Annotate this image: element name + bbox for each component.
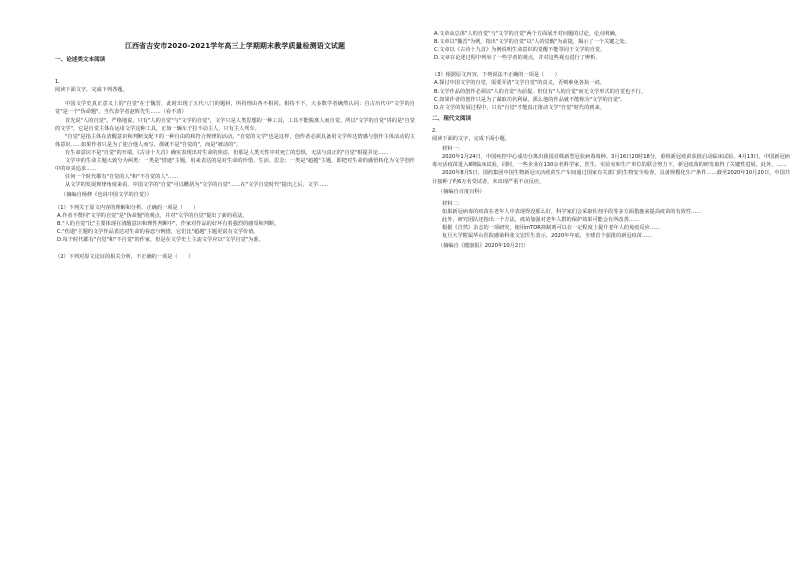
- answer-option[interactable]: D.在文学的发展过程中，只有"自觉"才能真正推动文学"自觉"时代的到来。: [434, 104, 605, 111]
- section-heading-2: 二、现代文阅读: [432, 115, 472, 122]
- instruction-text: 阅读下面文字，完成下列各题。: [55, 87, 128, 94]
- paragraph: 如果新冠病毒的疫苗在老年人中表现得没那么好，科学家们会采取佐剂手段等多方面措施来提高疫苗的有效性……: [442, 208, 702, 215]
- question-number: 2.: [432, 127, 437, 134]
- answer-option[interactable]: B.文章以"魏晋"为例，指出"文学的自觉"以"人的觉醒"为前提，揭示了一个关键之处。: [434, 39, 630, 46]
- paragraph: 2020年1月24日，中国疾控中心成功分离出我国首株新型冠状病毒毒种。3月16日20时18分，重组新冠疫苗获批启动临床试验。4月13日，中国新冠病毒灭活疫苗进入Ⅱ期临床试验，同时，一些企业在130余名科学家，医生、实验室和生产单位的联合努力下，新冠疫苗的研发取得了关键性进展。此外，……: [432, 154, 790, 169]
- left-column: [55, 30, 415, 261]
- material-label: 材料二：: [442, 200, 463, 207]
- answer-option[interactable]: B.文学作品的创作必须以"人的自觉"为前提，但仅有"人的自觉"而无文学形式的自觉也不行。: [434, 88, 646, 95]
- answer-option[interactable]: A.文章从总体"人的自觉"与"文学的自觉"两个方面展开对问题的讨论，论点明确。: [434, 31, 620, 37]
- answer-option[interactable]: C.如果作者的创作只是为了谋取功名利禄，那么他的作品就不能称为"文学的自觉"。: [434, 96, 626, 103]
- question-stem: （2）下列对原文论证的相关分析，不正确的一项是（ ）: [55, 253, 194, 260]
- spacer: [432, 62, 790, 68]
- right-column: [432, 30, 790, 254]
- source-citation: （摘编自百度百科）: [438, 188, 485, 195]
- paragraph: 有生命意识不是"自觉"的开端。《古诗十九首》确实表现出对生命的焦虑，但那是人类天性中对死亡的恐惧，无法与真正的"自觉"相提并论……: [65, 149, 389, 156]
- paragraph: 根据《自然》杂志的一项研究，使用mTOR抑制剂可以在一定程度上提升老年人的免疫反应……: [442, 224, 661, 231]
- spacer: [55, 244, 415, 250]
- question-stem: （3）根据原文内容，下列说法不正确的一项是（ ）: [432, 72, 560, 79]
- paragraph: 2020年8月5日，国药集团中国生物新冠灭活疫苗生产车间通过国家有关部门的生物安全检查，具备规模化生产条件……截至2020年10月20日，中国共计接种了约6万名受试者，未出现严重不良反应。: [432, 170, 790, 185]
- question-stem: （1）下列关于原文内容的理解和分析，正确的一项是（ ）: [55, 204, 199, 211]
- document-title: 江西省吉安市2020-2021学年高三上学期期末教学质量检测语文试题: [124, 42, 346, 50]
- instruction-text: 阅读下面的文字，完成下面小题。: [432, 136, 510, 143]
- section-heading-1: 一、论述类文本阅读: [55, 57, 106, 64]
- answer-option[interactable]: B."人的自觉"比"主要体现在清醒意识和理性判断中"，作家对作品的好坏有着强烈的感受和判断。: [57, 220, 280, 227]
- answer-option[interactable]: D.每个时代都有"自觉"和"不自觉"的作家，但是在文学史上主流文学应以"文学自觉"为准。: [57, 236, 264, 243]
- paragraph: 此外，研究团队还指出一个方法，疫苗加强对老年人群的保护效果可能会有所改善……: [442, 216, 640, 223]
- question-number: 1.: [55, 79, 60, 86]
- answer-option[interactable]: C."伤逝"主题的文学作品表达对生命的眷恋与惋惜，它们比"超越"主题更富有文学价值。: [57, 228, 259, 235]
- paragraph: 复旦大学附属华山医院感染科张文宏医生表示，2020年年底，全球首个获批的新冠疫苗……: [442, 233, 653, 240]
- paragraph: 从文学的发展规律角度来看，中国文学的"自觉"可以概括为"文学的自觉"……在"文学自觉时代"提出之后，文学……: [65, 182, 329, 189]
- answer-option[interactable]: A.作者不赞同"文学的自觉"是"伪命题"的观点，并对"文学的自觉"提出了新的看法。: [57, 212, 248, 219]
- paragraph: 任何一个时代都有"自觉的人"和"不自觉的人"……: [65, 174, 179, 181]
- paragraph: 中国文学史真正意义上的"自觉"在于魏晋，此时出现了五代八门的题材，所持理由各不相同。相持不下，大多数学者确然认同：自古历代中"文学的自觉"是一个"伪命题"。当代表学者赵辉先生……（看不清）: [55, 101, 415, 116]
- spacer: [55, 68, 415, 78]
- source-citation: （摘编自《健康报》2020年10月2日）: [438, 243, 529, 250]
- answer-option[interactable]: D.文章在论述过程中列举了一些学者的观点，并对这些观点进行了辨析。: [434, 55, 601, 62]
- paragraph: "自觉"是指主体在清醒意识和判断支配下的一种自由的和符合规律的活动。"自觉的文学"也是这样，创作者必须具备用文学传达情感与创作主体活动的主体意识……如果作者只是为了迎合他人而写，那就不是"自觉的"，而是"被动的"。: [55, 133, 415, 148]
- material-label: 材料一：: [442, 146, 463, 153]
- source-citation: （摘编自杨修《也说中国文学的自觉》）: [61, 192, 152, 199]
- paragraph: 首先说"人的自觉"。严格地说，只有"人的自觉"与"文学的自觉"，文学只是人类思想的一种工具，工具不能脱离人而自觉。所以"文学的自觉"讲的是"自觉的文学"，它是自觉主体在运用文学这种工具，正如一辆车子拉不动主人，只有主人驾车。: [55, 117, 415, 132]
- answer-option[interactable]: C.文章以《古诗十九首》为例说明生命意识的觉醒不能等同于文学的自觉。: [434, 47, 606, 54]
- answer-option[interactable]: A.探讨中国文学的自觉，需要弄清"文学自觉"的真义，否则难免各执一词。: [434, 80, 605, 87]
- paragraph: 文学中的生命主题大致分为两类：一类是"惜逝"主题，用来表达的是对生命的珍惜，生活、思念；一类是"超越"主题，即把对生命的感悟转化为文学创作中的审美追求……: [55, 158, 415, 173]
